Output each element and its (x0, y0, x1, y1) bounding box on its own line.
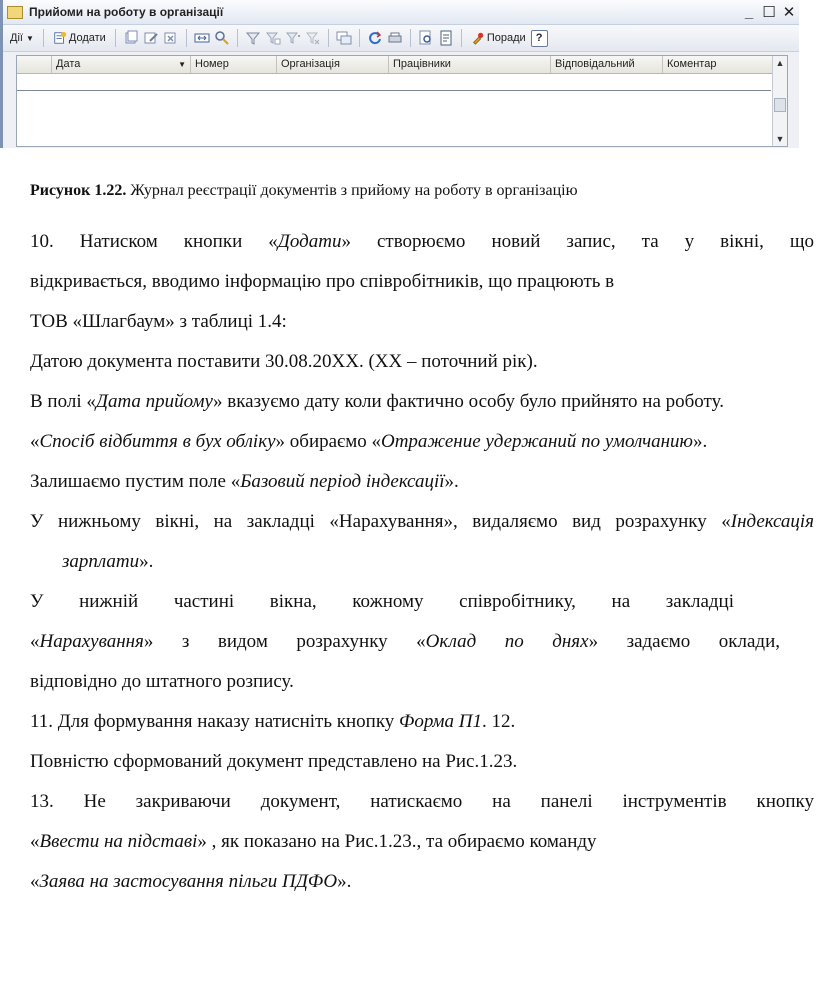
add-button[interactable] (50, 28, 109, 48)
advice-icon (471, 31, 485, 45)
window-title: Прийоми на роботу в організації (29, 5, 224, 19)
step-10-line-3: ТОВ «Шлагбаум» з таблиці 1.4: (30, 311, 287, 332)
base-period-instruction: Залишаємо пустим поле «Базовий період індексації». (30, 471, 459, 492)
figure-caption (30, 182, 578, 200)
close-button[interactable]: ✕ (782, 4, 796, 21)
toolbar-separator (328, 29, 329, 47)
hire-date-instruction: В полі «Дата прийому» вказуємо дату коли фактично особу було прийнято на роботу. (30, 391, 724, 412)
maximize-button[interactable]: ☐ (762, 4, 776, 21)
toolbar-separator (186, 29, 187, 47)
table-row[interactable] (17, 74, 771, 91)
filter-icon[interactable] (244, 29, 262, 47)
step-11: 11. Для формування наказу натисніть кнопку Форма П1. 12. (30, 711, 516, 732)
column-header-responsible[interactable]: Відповідальний (551, 56, 663, 73)
report-icon[interactable] (437, 29, 455, 47)
column-header-number[interactable]: Номер (191, 56, 277, 73)
column-header-organization[interactable]: Організація (277, 56, 389, 73)
toolbar-separator (115, 29, 116, 47)
salary-instruction-line-2: «Нарахування» з видом розрахунку «Оклад по днях» задаємо оклади, (30, 631, 781, 652)
clear-filter-icon[interactable] (304, 29, 322, 47)
salary-instruction-line-3: відповідно до штатного розпису. (30, 671, 294, 692)
column-header-date[interactable]: Дата ▼ (52, 56, 191, 73)
advice-button[interactable] (468, 28, 529, 48)
filter-list-icon[interactable] (284, 29, 302, 47)
delete-mark-icon[interactable] (162, 29, 180, 47)
journal-icon (7, 6, 23, 19)
full-document-reference: Повністю сформований документ представлено на Рис.1.23. (30, 751, 518, 772)
toolbar-separator (359, 29, 360, 47)
advice-label: Поради (486, 32, 526, 44)
add-document-icon (53, 31, 67, 45)
toolbar-separator (410, 29, 411, 47)
sort-arrow-icon: ▼ (178, 60, 186, 69)
filter-value-icon[interactable] (264, 29, 282, 47)
structure-icon[interactable] (335, 29, 353, 47)
column-header-comment[interactable]: Коментар (667, 58, 717, 70)
scroll-up-icon[interactable]: ▲ (775, 58, 785, 68)
scroll-thumb[interactable] (774, 98, 786, 112)
refresh-icon[interactable] (366, 29, 384, 47)
step-13-line-1: 13. Не закриваючи документ, натискаємо на панелі інструментів кнопку (30, 791, 814, 812)
toolbar-separator (461, 29, 462, 47)
copy-icon[interactable] (122, 29, 140, 47)
preview-icon[interactable] (417, 29, 435, 47)
accounting-method-instruction: «Спосіб відбиття в бух обліку» обираємо «Отражение удержаний по умолчанию». (30, 431, 708, 452)
dropdown-arrow-icon: ▼ (25, 33, 34, 43)
documents-table (16, 55, 788, 147)
document-body (30, 222, 814, 902)
print-icon[interactable] (386, 29, 404, 47)
step-13-line-2: «Ввести на підставі» , як показано на Рис.1.23., та обираємо команду (30, 831, 597, 852)
toolbar-separator (237, 29, 238, 47)
salary-instruction-line-1: У нижній частині вікна, кожному співробітнику, на закладці (30, 591, 734, 612)
window-titlebar (3, 0, 799, 25)
minimize-button[interactable]: _ (744, 3, 754, 21)
journal-window (0, 0, 799, 148)
column-header-employees[interactable]: Працівники (389, 56, 551, 73)
document-date-instruction: Датою документа поставити 30.08.20ХХ. (ХХ – поточний рік). (30, 351, 538, 372)
step-10-line-1: 10. Натиском кнопки «Додати» створюємо новий запис, та у вікні, що (30, 231, 814, 252)
vertical-scrollbar[interactable] (772, 56, 787, 146)
interval-icon[interactable] (193, 29, 211, 47)
row-marker-column (17, 56, 52, 73)
step-13-line-3: «Заява на застосування пільги ПДФО». (30, 871, 352, 892)
step-10-line-2: відкривається, вводимо інформацію про співробітників, що працюють в (30, 271, 615, 292)
scroll-down-icon[interactable]: ▼ (775, 134, 785, 144)
add-label: Додати (68, 32, 106, 44)
toolbar (3, 25, 799, 52)
accruals-tab-instruction: У нижньому вікні, на закладці «Нарахування», видаляємо вид розрахунку «Індексація зарплати». (30, 511, 814, 572)
figure-caption-text: Журнал реєстрації документів з прийому на роботу в організацію (126, 182, 578, 199)
actions-label: Дії (10, 32, 23, 44)
edit-icon[interactable] (142, 29, 160, 47)
search-icon[interactable] (213, 29, 231, 47)
table-header (17, 56, 787, 74)
actions-menu-button[interactable] (7, 28, 37, 48)
help-button[interactable]: ? (531, 30, 548, 47)
figure-label: Рисунок 1.22. (30, 182, 127, 199)
toolbar-separator (43, 29, 44, 47)
